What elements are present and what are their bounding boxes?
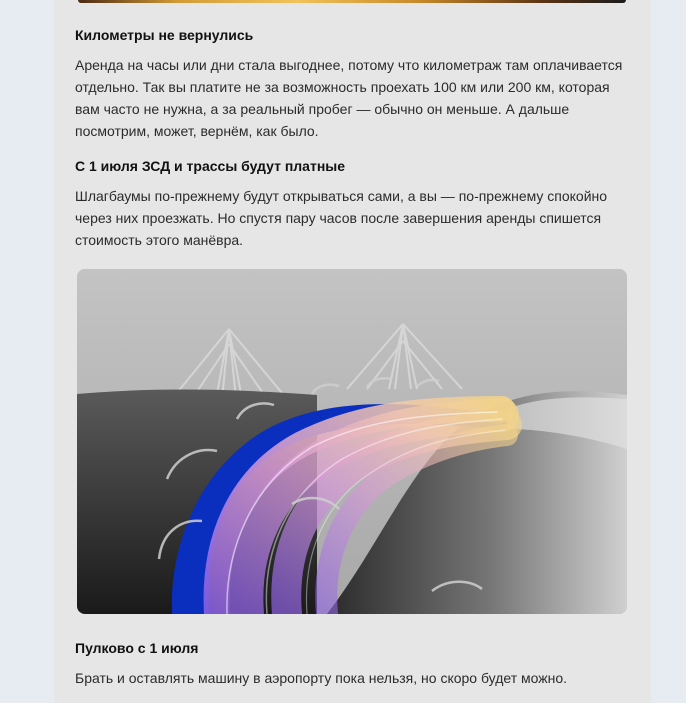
- road-light-trails-image: [77, 269, 627, 614]
- section-heading: С 1 июля ЗСД и трассы будут платные: [75, 158, 346, 174]
- toll-road-illustration: [77, 269, 627, 614]
- section-body: Шлагбаумы по-прежнему будут открываться сами, а вы — по-прежнему спокойно через них проезжать. Но спустя пару часов после завершения аренды спишется стоимость этого манёвра.: [75, 188, 608, 248]
- top-image-fragment: [78, 0, 626, 3]
- section-body: Брать и оставлять машину в аэропорту пока нельзя, но скоро будет можно.: [75, 670, 568, 686]
- section-heading: Пулково с 1 июля: [75, 640, 199, 656]
- section-body: Аренда на часы или дни стала выгоднее, потому что километраж там оплачивается отдельно. Так вы платите не за возможность проехать 100 км или 200 км, которая вам часто не нужна, а за реальный пробег — обычно он меньше. А дальше посмотрим, может, вернём, как было.: [75, 57, 623, 139]
- section-toll-roads: [75, 157, 635, 251]
- section-heading: Километры не вернулись: [75, 27, 254, 43]
- section-kilometers: [75, 26, 635, 142]
- section-pulkovo: [75, 639, 635, 689]
